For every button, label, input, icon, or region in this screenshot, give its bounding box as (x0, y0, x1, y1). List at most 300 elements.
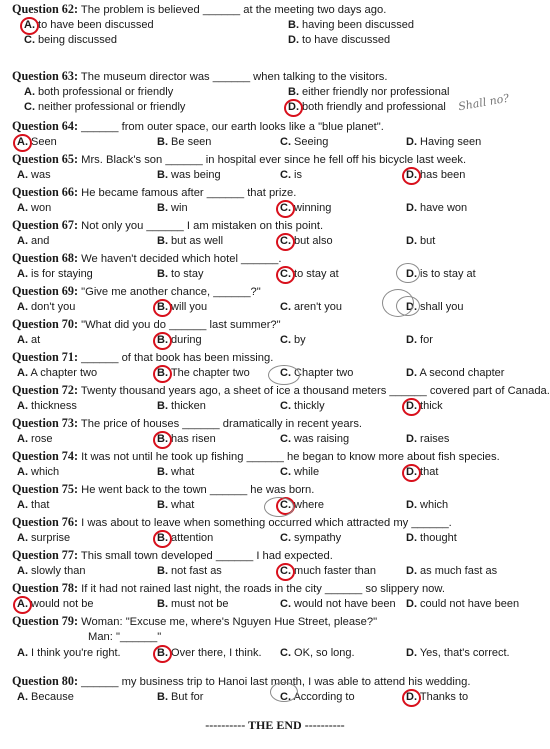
option-text: The chapter two (168, 367, 250, 379)
option-letter: C. (280, 400, 291, 412)
question-number: Question 80: (12, 674, 79, 688)
option-b[interactable] (157, 300, 207, 315)
option-text: sympathy (291, 532, 342, 544)
option-c[interactable] (280, 465, 319, 480)
option-letter: A. (17, 268, 28, 280)
option-text: is to stay at (417, 268, 476, 280)
option-a[interactable] (17, 333, 40, 348)
option-letter: B. (157, 499, 168, 511)
options-row (0, 333, 550, 348)
question-stem: "Give me another chance, ______?" (78, 286, 261, 298)
options-row (0, 597, 550, 612)
option-letter: B. (157, 466, 168, 478)
option-letter: A. (17, 647, 28, 659)
option-b[interactable] (157, 646, 262, 661)
option-letter: D. (406, 433, 417, 445)
option-text: Yes, that's correct. (417, 647, 510, 659)
option-text: Seen (28, 136, 57, 148)
option-text: which (417, 499, 449, 511)
option-text: aren't you (291, 301, 343, 313)
option-letter: A. (17, 334, 28, 346)
option-c[interactable] (24, 100, 185, 115)
option-a[interactable] (17, 300, 75, 315)
question-stem: This small town developed ______ I had expected. (78, 550, 333, 562)
options-row (0, 300, 550, 315)
option-letter: B. (157, 532, 168, 544)
option-letter: A. (17, 235, 28, 247)
option-d[interactable] (406, 234, 435, 249)
option-letter: C. (24, 34, 35, 46)
option-letter: D. (288, 34, 299, 46)
question-77 (12, 548, 544, 563)
option-b[interactable] (288, 85, 449, 100)
option-text: is (291, 169, 302, 181)
option-text: will you (168, 301, 208, 313)
option-d[interactable] (406, 201, 467, 216)
option-letter: A. (17, 301, 28, 313)
option-text: but (417, 235, 436, 247)
option-d[interactable] (406, 646, 510, 661)
option-text: but also (291, 235, 333, 247)
option-text: Thanks to (417, 691, 469, 703)
option-text: to stay (168, 268, 204, 280)
option-text: has been (417, 169, 466, 181)
option-letter: B. (157, 334, 168, 346)
option-letter: B. (157, 433, 168, 445)
option-text: both professional or friendly (35, 86, 174, 98)
option-letter: A. (17, 598, 28, 610)
option-text: rose (28, 433, 53, 445)
option-a[interactable] (17, 465, 59, 480)
question-number: Question 62: (12, 2, 79, 16)
option-text: where (291, 499, 325, 511)
options-row (0, 201, 550, 216)
question-number: Question 72: (12, 383, 79, 397)
question-stem: The price of houses ______ dramatically in recent years. (78, 418, 363, 430)
option-text: that (417, 466, 439, 478)
option-text: A chapter two (28, 367, 98, 379)
option-letter: C. (280, 499, 291, 511)
option-letter: D. (406, 334, 417, 346)
option-text: According to (291, 691, 355, 703)
options-row (0, 531, 550, 546)
option-letter: D. (406, 565, 417, 577)
question-number: Question 69: (12, 284, 79, 298)
option-a[interactable] (17, 531, 70, 546)
option-b[interactable] (288, 18, 414, 33)
option-a[interactable] (17, 267, 93, 282)
option-letter: B. (157, 169, 168, 181)
question-number: Question 66: (12, 185, 79, 199)
option-letter: B. (288, 86, 299, 98)
option-b[interactable] (157, 465, 194, 480)
question-number: Question 64: (12, 119, 79, 133)
option-text: having been discussed (299, 19, 414, 31)
question-71 (12, 350, 544, 365)
option-text: Having seen (417, 136, 482, 148)
pencil-circle (264, 497, 294, 517)
option-letter: C. (280, 268, 291, 280)
option-d[interactable] (406, 366, 504, 381)
question-stem: Mrs. Black's son ______ in hospital ever since he fell off his bicycle last week. (78, 154, 467, 166)
question-stem: Woman: "Excuse me, where's Nguyen Hue Street, please?" (78, 616, 378, 628)
option-letter: A. (17, 400, 28, 412)
question-78 (12, 581, 544, 596)
option-text: don't you (28, 301, 76, 313)
option-text: was (28, 169, 51, 181)
options-row (0, 168, 550, 183)
option-a[interactable] (17, 597, 93, 612)
option-letter: A. (17, 202, 28, 214)
option-text: is for staying (28, 268, 93, 280)
option-letter: D. (406, 169, 417, 181)
option-text: would not be (28, 598, 94, 610)
option-text: Because (28, 691, 74, 703)
question-number: Question 76: (12, 515, 79, 529)
question-number: Question 77: (12, 548, 79, 562)
option-c[interactable] (280, 432, 349, 447)
option-c[interactable] (280, 646, 355, 661)
option-c[interactable] (280, 234, 333, 249)
question-66 (12, 185, 544, 200)
question-number: Question 73: (12, 416, 79, 430)
option-text: raises (417, 433, 450, 445)
question-75 (12, 482, 544, 497)
question-76 (12, 515, 544, 530)
option-a[interactable] (17, 432, 52, 447)
option-d[interactable] (406, 564, 497, 579)
question-72 (12, 383, 550, 398)
option-text: thick (417, 400, 443, 412)
option-letter: C. (280, 433, 291, 445)
option-d[interactable] (406, 498, 448, 513)
option-letter: C. (280, 598, 291, 610)
option-text: Seeing (291, 136, 329, 148)
option-text: slowly than (28, 565, 86, 577)
option-text: that (28, 499, 50, 511)
option-letter: D. (406, 367, 417, 379)
option-b[interactable] (157, 333, 202, 348)
option-letter: C. (280, 565, 291, 577)
option-letter: A. (17, 565, 28, 577)
option-d[interactable] (406, 399, 443, 414)
option-text: for (417, 334, 433, 346)
options-row (0, 33, 550, 48)
option-letter: D. (406, 301, 417, 313)
option-letter: C. (280, 334, 291, 346)
option-text: shall you (417, 301, 464, 313)
question-69 (12, 284, 544, 299)
option-text: neither professional or friendly (35, 101, 186, 113)
question-70 (12, 317, 544, 332)
end-marker: ---------- THE END ---------- (205, 718, 345, 732)
option-text: by (291, 334, 306, 346)
option-text: during (168, 334, 202, 346)
option-text: Be seen (168, 136, 212, 148)
option-letter: D. (406, 136, 417, 148)
option-c[interactable] (280, 564, 376, 579)
option-c[interactable] (280, 135, 328, 150)
option-letter: D. (406, 268, 417, 280)
question-number: Question 75: (12, 482, 79, 496)
option-letter: A. (17, 433, 28, 445)
option-text: to have discussed (299, 34, 391, 46)
options-row (0, 399, 550, 414)
option-c[interactable] (280, 531, 341, 546)
option-letter: A. (24, 19, 35, 31)
option-d[interactable] (406, 597, 519, 612)
option-d[interactable] (406, 168, 465, 183)
option-letter: D. (406, 691, 417, 703)
option-text: much faster than (291, 565, 376, 577)
option-d[interactable] (406, 465, 438, 480)
option-c[interactable] (280, 267, 339, 282)
option-letter: B. (157, 202, 168, 214)
option-letter: D. (406, 598, 417, 610)
pencil-circle (268, 365, 300, 385)
option-letter: A. (17, 691, 28, 703)
option-letter: C. (280, 202, 291, 214)
option-text: could not have been (417, 598, 520, 610)
option-letter: C. (280, 367, 291, 379)
option-letter: A. (17, 367, 28, 379)
option-letter: C. (280, 169, 291, 181)
option-letter: D. (406, 499, 417, 511)
option-text: must not be (168, 598, 229, 610)
option-text: at (28, 334, 41, 346)
option-d[interactable] (288, 33, 390, 48)
option-letter: B. (157, 268, 168, 280)
option-letter: D. (406, 235, 417, 247)
option-b[interactable] (157, 267, 203, 282)
option-b[interactable] (157, 366, 250, 381)
option-letter: A. (24, 86, 35, 98)
option-letter: C. (280, 532, 291, 544)
option-a[interactable] (24, 18, 154, 33)
option-letter: B. (157, 565, 168, 577)
option-d[interactable] (406, 333, 433, 348)
question-67 (12, 218, 544, 233)
question-63 (12, 69, 544, 84)
option-text: Over there, I think. (168, 647, 262, 659)
question-stem: He went back to the town ______ he was born. (78, 484, 315, 496)
option-letter: A. (17, 466, 28, 478)
option-b[interactable] (157, 498, 194, 513)
option-letter: C. (280, 136, 291, 148)
option-c[interactable] (280, 399, 325, 414)
option-letter: D. (406, 466, 417, 478)
option-c[interactable] (280, 300, 342, 315)
option-b[interactable] (157, 168, 221, 183)
option-letter: B. (157, 647, 168, 659)
question-stem: It was not until he took up fishing ______ he began to know more about fish species. (78, 451, 500, 463)
option-text: attention (168, 532, 214, 544)
question-65 (12, 152, 544, 167)
question-stem: If it had not rained last night, the roads in the city ______ so slippery now. (78, 583, 445, 595)
question-stem: ______ from outer space, our earth looks like a "blue planet". (78, 121, 384, 133)
option-a[interactable] (17, 168, 51, 183)
question-stem: We haven't decided which hotel ______. (78, 253, 282, 265)
question-stem-line2: Man: "______" (88, 631, 162, 643)
question-number: Question 79: (12, 614, 79, 628)
option-c[interactable] (280, 333, 306, 348)
option-c[interactable] (280, 201, 331, 216)
question-stem: I was about to leave when something occurred which attracted my ______. (78, 517, 452, 529)
pencil-circle (270, 682, 298, 702)
option-a[interactable] (24, 85, 173, 100)
option-b[interactable] (157, 690, 203, 705)
option-b[interactable] (157, 564, 222, 579)
question-number: Question 70: (12, 317, 79, 331)
question-73 (12, 416, 544, 431)
option-letter: B. (157, 136, 168, 148)
option-letter: B. (157, 367, 168, 379)
option-text: as much fast as (417, 565, 498, 577)
option-letter: A. (17, 532, 28, 544)
option-a[interactable] (17, 690, 74, 705)
option-letter: B. (288, 19, 299, 31)
question-64 (12, 119, 544, 134)
option-text: was being (168, 169, 221, 181)
option-letter: A. (17, 136, 28, 148)
option-text: A second chapter (417, 367, 505, 379)
option-letter: D. (406, 400, 417, 412)
option-letter: A. (17, 499, 28, 511)
handwritten-note: Shall no? (457, 91, 511, 114)
option-letter: B. (157, 235, 168, 247)
option-letter: D. (406, 532, 417, 544)
option-letter: A. (17, 169, 28, 181)
option-letter: D. (288, 101, 299, 113)
options-row (0, 465, 550, 480)
option-text: either friendly nor professional (299, 86, 450, 98)
options-row (0, 564, 550, 579)
question-number: Question 71: (12, 350, 79, 364)
pencil-circle (396, 263, 420, 283)
option-text: thought (417, 532, 457, 544)
question-79 (12, 614, 544, 629)
option-letter: B. (157, 400, 168, 412)
question-number: Question 78: (12, 581, 79, 595)
option-text: thickness (28, 400, 77, 412)
option-d[interactable] (288, 100, 446, 115)
option-letter: B. (157, 598, 168, 610)
option-text: but as well (168, 235, 224, 247)
option-a[interactable] (17, 399, 77, 414)
option-text: But for (168, 691, 204, 703)
option-a[interactable] (17, 646, 121, 661)
option-a[interactable] (17, 234, 49, 249)
option-text: which (28, 466, 60, 478)
option-d[interactable] (406, 531, 457, 546)
option-text: win (168, 202, 188, 214)
option-b[interactable] (157, 399, 206, 414)
question-number: Question 65: (12, 152, 79, 166)
option-text: to have been discussed (35, 19, 154, 31)
option-text: won (28, 202, 52, 214)
option-text: winning (291, 202, 332, 214)
option-a[interactable] (17, 201, 51, 216)
option-b[interactable] (157, 135, 211, 150)
option-d[interactable] (406, 135, 481, 150)
option-letter: C. (280, 691, 291, 703)
question-stem: "What did you do ______ last summer?" (78, 319, 281, 331)
option-text: has risen (168, 433, 216, 445)
option-text: thicken (168, 400, 206, 412)
question-number: Question 74: (12, 449, 79, 463)
option-b[interactable] (157, 234, 223, 249)
question-stem: Not only you ______ I am mistaken on this point. (78, 220, 324, 232)
option-b[interactable] (157, 597, 229, 612)
option-text: OK, so long. (291, 647, 355, 659)
question-74 (12, 449, 544, 464)
question-stem: ______ of that book has been missing. (78, 352, 274, 364)
question-stem: The problem is believed ______ at the meeting two days ago. (78, 4, 387, 16)
options-row (0, 432, 550, 447)
option-b[interactable] (157, 531, 213, 546)
option-d[interactable] (406, 432, 449, 447)
option-text: have won (417, 202, 468, 214)
question-62 (12, 2, 544, 17)
option-letter: C. (280, 466, 291, 478)
option-letter: C. (280, 647, 291, 659)
option-a[interactable] (17, 564, 85, 579)
option-letter: D. (406, 202, 417, 214)
question-number: Question 67: (12, 218, 79, 232)
question-stem: The museum director was ______ when talking to the visitors. (78, 71, 388, 83)
option-c[interactable] (24, 33, 117, 48)
option-letter: C. (24, 101, 35, 113)
option-text: I think you're right. (28, 647, 121, 659)
option-letter: B. (157, 691, 168, 703)
option-c[interactable] (280, 597, 396, 612)
option-a[interactable] (17, 366, 97, 381)
options-row (0, 267, 550, 282)
option-text: Chapter two (291, 367, 354, 379)
option-letter: D. (406, 647, 417, 659)
option-text: what (168, 466, 195, 478)
options-row (0, 234, 550, 249)
option-b[interactable] (157, 432, 216, 447)
option-letter: B. (157, 301, 168, 313)
option-text: to stay at (291, 268, 339, 280)
question-stem: ______ my business trip to Hanoi last month, I was able to attend his wedding. (78, 676, 471, 688)
option-a[interactable] (17, 135, 57, 150)
option-text: was raising (291, 433, 350, 445)
options-row (0, 135, 550, 150)
question-stem: He became famous after ______ that prize. (78, 187, 297, 199)
question-number: Question 68: (12, 251, 79, 265)
option-text: and (28, 235, 50, 247)
option-a[interactable] (17, 498, 49, 513)
options-row (0, 646, 550, 661)
option-letter: C. (280, 235, 291, 247)
option-c[interactable] (280, 168, 302, 183)
option-text: not fast as (168, 565, 222, 577)
option-d[interactable] (406, 690, 468, 705)
option-text: while (291, 466, 320, 478)
question-number: Question 63: (12, 69, 79, 83)
options-row (0, 18, 550, 33)
pencil-circle (382, 289, 414, 317)
option-b[interactable] (157, 201, 188, 216)
question-68 (12, 251, 544, 266)
option-text: both friendly and professional (299, 101, 446, 113)
option-letter: C. (280, 301, 291, 313)
option-text: being discussed (35, 34, 117, 46)
option-text: what (168, 499, 195, 511)
option-text: would not have been (291, 598, 396, 610)
